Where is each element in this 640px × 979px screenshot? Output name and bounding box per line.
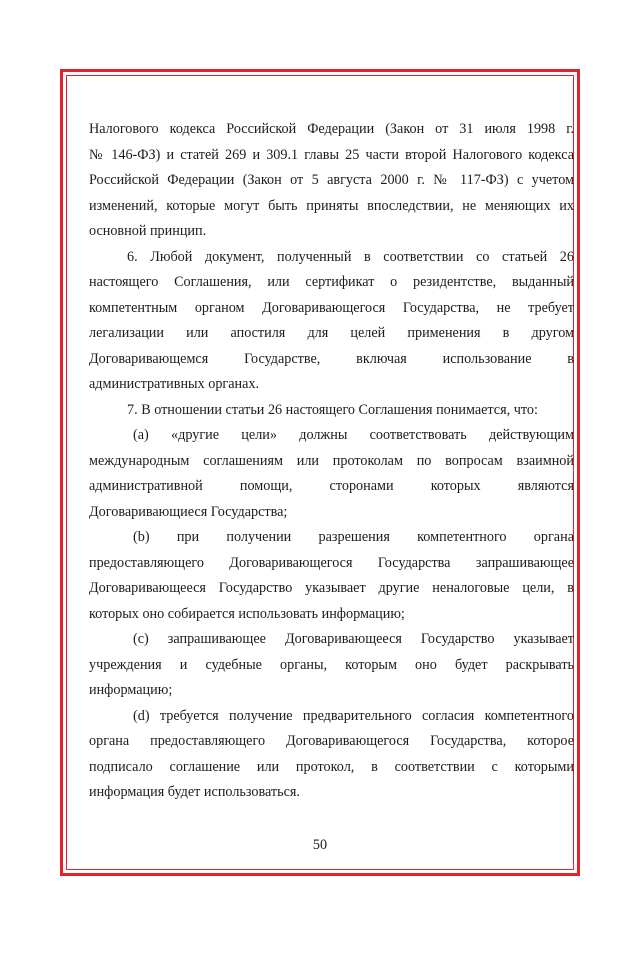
text-line: информация будет использоваться. (89, 784, 300, 800)
text-line: международным соглашениям или протоколам по вопросам взаимной (89, 452, 574, 469)
text-line: изменений, которые могут быть приняты впоследствии, не меняющих их (89, 197, 574, 214)
text-line: административной помощи, сторонами которых являются (89, 478, 574, 494)
text-line: Договаривающемся Государстве, включая использование в (89, 350, 574, 367)
text-line: подписало соглашение или протокол, в соответствии с которыми (89, 758, 574, 775)
text-line: 6. Любой документ, полученный в соответствии со статьей 26 (127, 248, 574, 265)
text-line: (c) запрашивающее Договаривающееся Государство указывает (133, 631, 574, 647)
text-line: Договаривающиеся Государства; (89, 503, 288, 520)
text-line: Договаривающееся Государство указывает другие неналоговые цели, в (89, 580, 574, 596)
text-line: 7. В отношении статьи 26 настоящего Соглашения понимается, что: (127, 401, 538, 418)
page-number: 50 (312, 837, 328, 853)
text-line: административных органах. (89, 376, 260, 392)
document-body (89, 117, 574, 806)
text-line: Налогового кодекса Российской Федерации (Закон от 31 июля 1998 г. (89, 121, 574, 137)
text-line: учреждения и судебные органы, которым оно будет раскрывать (89, 656, 574, 673)
text-line: органа предоставляющего Договаривающегося Государства, которое (89, 733, 574, 749)
text-line: Российской Федерации (Закон от 5 августа 2000 г. № 117-ФЗ) с учетом (89, 172, 574, 188)
text-line: (d) требуется получение предварительного согласия компетентного (133, 707, 574, 724)
text-line: (a) «другие цели» должны соответствовать действующим (133, 427, 574, 443)
text-line: компетентным органом Договаривающегося Государства, не требует (89, 299, 574, 316)
text-line: настоящего Соглашения, или сертификат о резидентстве, выданный (89, 274, 574, 290)
text-line: (b) при получении разрешения компетентного органа (133, 529, 574, 545)
text-line: № 146-ФЗ) и статей 269 и 309.1 главы 25 части второй Налогового кодекса (89, 146, 574, 163)
text-line: информацию; (89, 682, 173, 698)
text-line: предоставляющего Договаривающегося Государства запрашивающее (89, 554, 574, 571)
text-line: легализации или апостиля для целей применения в другом (89, 325, 574, 341)
text-line: которых оно собирается использовать информацию; (89, 605, 405, 622)
text-line: основной принцип. (89, 223, 207, 239)
